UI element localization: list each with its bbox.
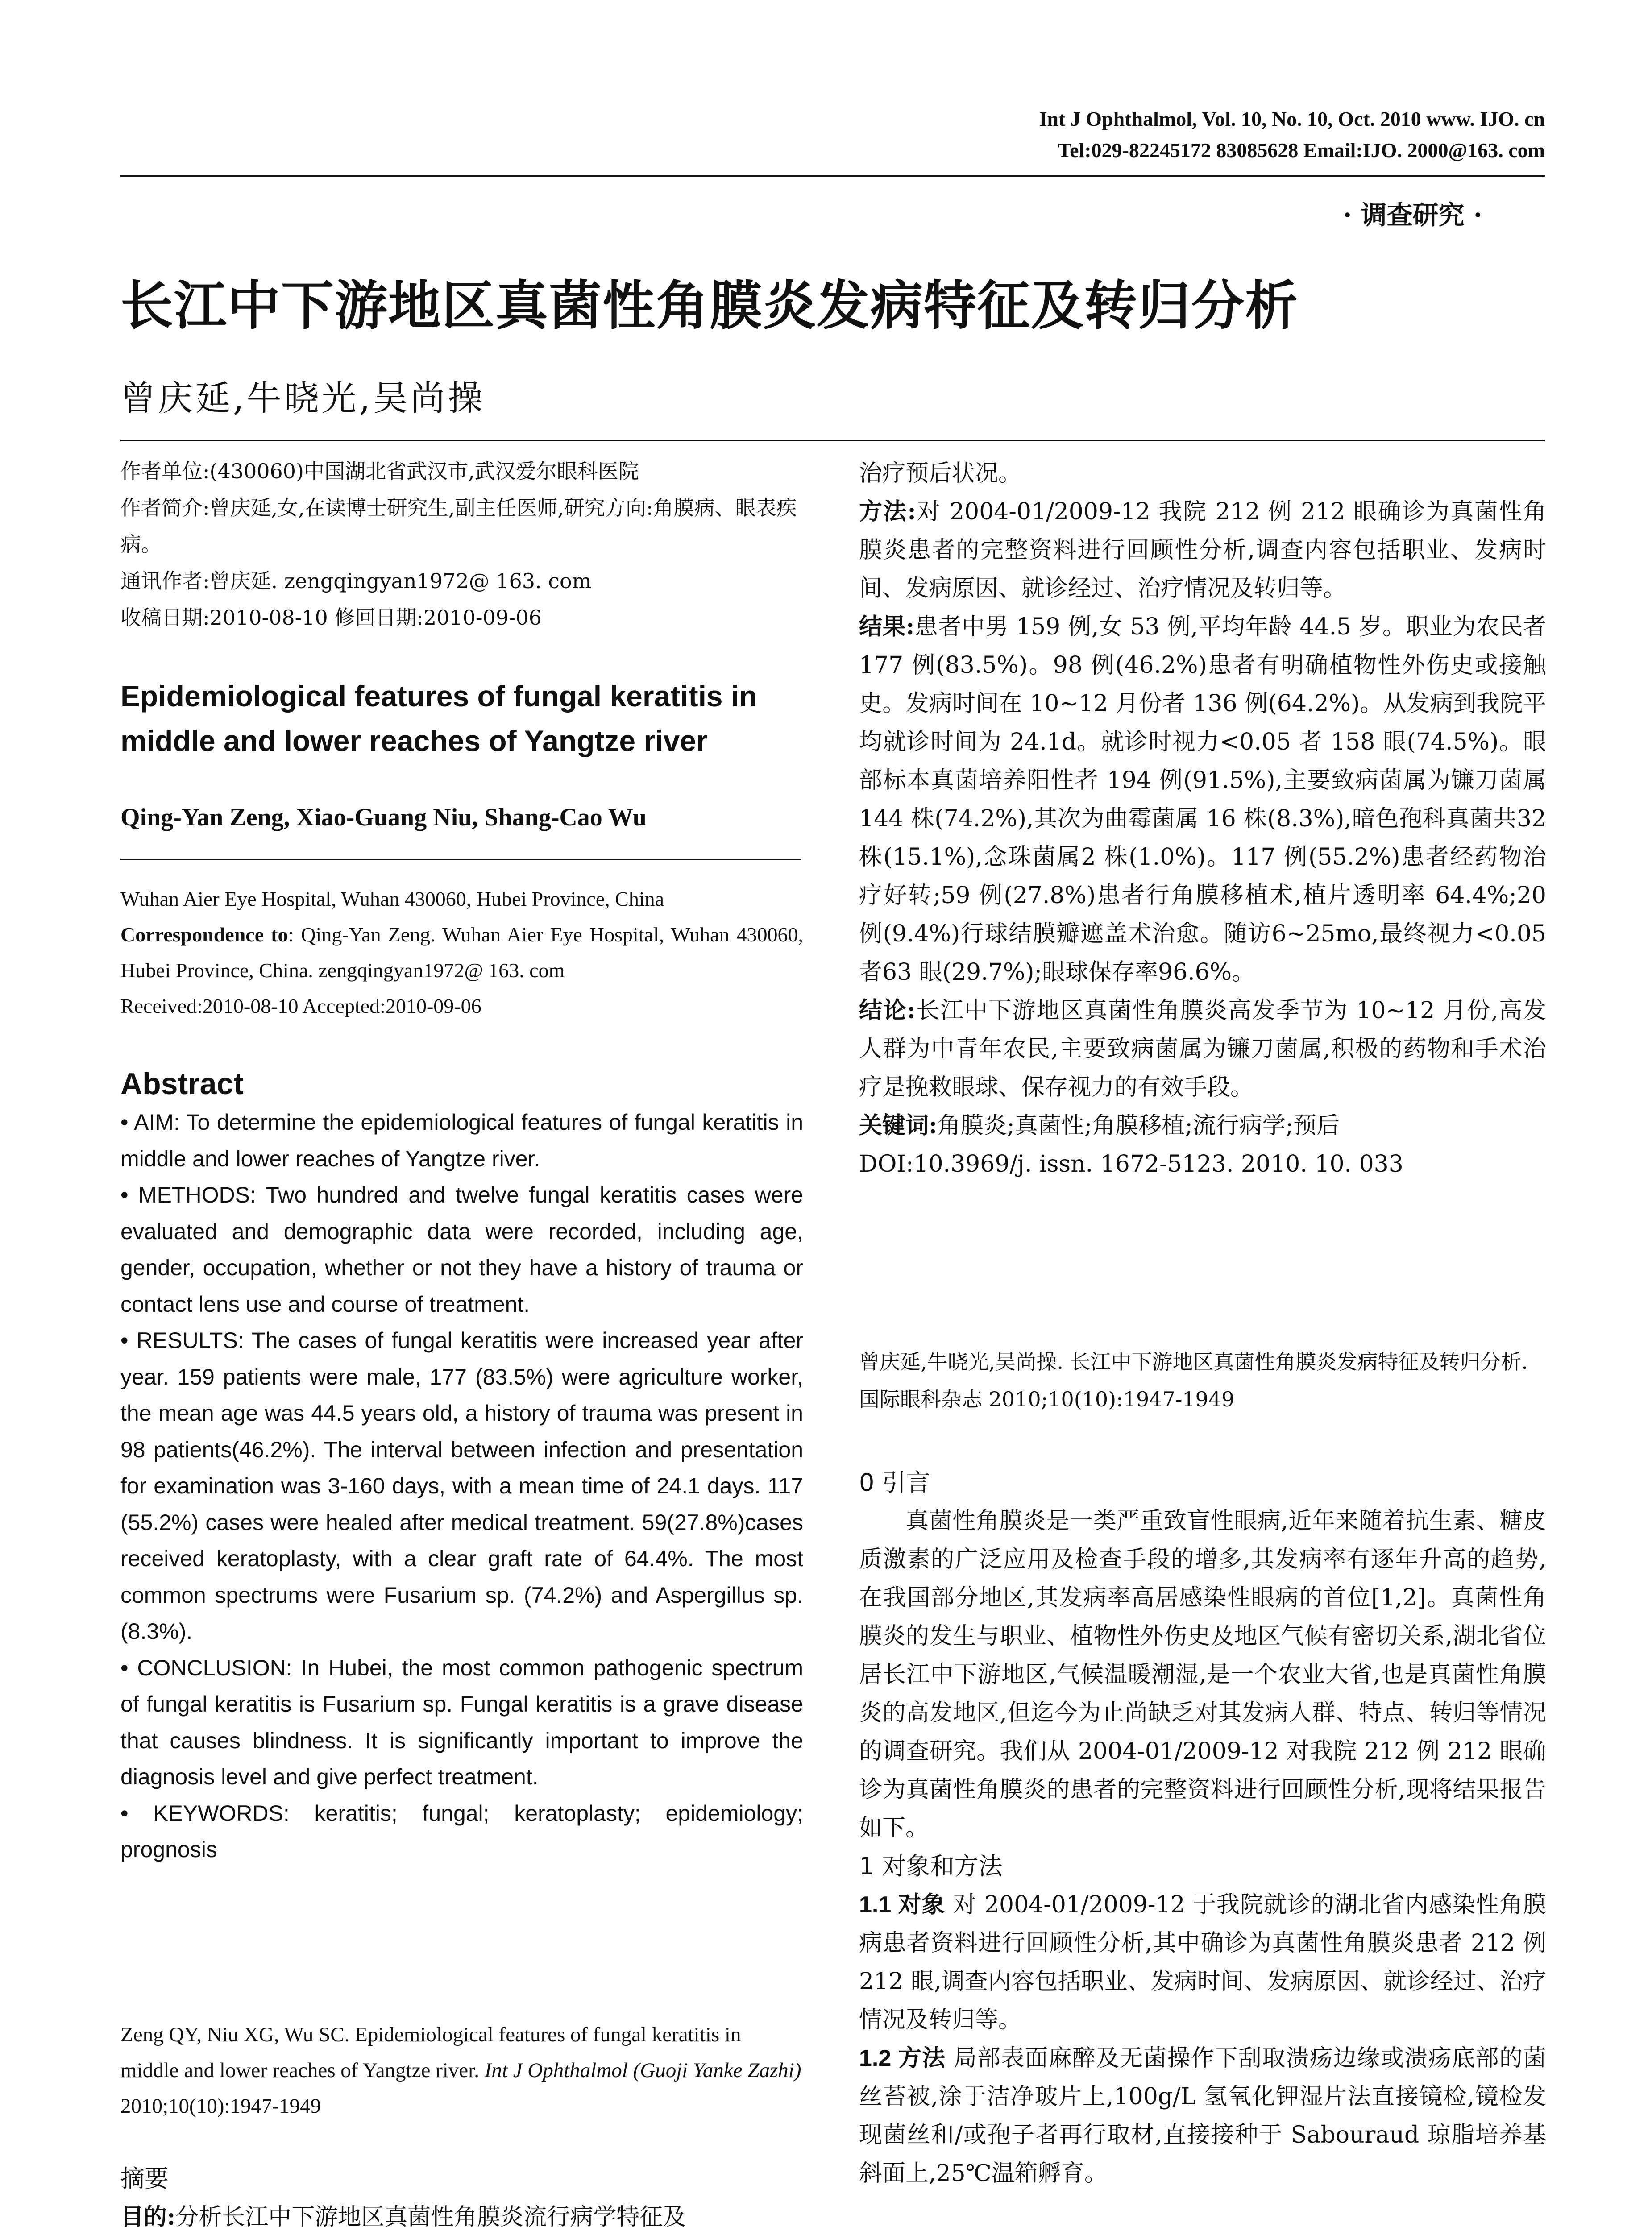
subjects-text: 对 2004-01/2009-12 于我院就诊的湖北省内感染性角膜病患者资料进行回顾性分析,其中确诊为真菌性角膜炎患者 212 例 212 眼,调查内容包括职业、发病时间、发病原因、就诊经过、治疗情况及转归等。 bbox=[859, 1891, 1546, 2033]
abstract-methods: • METHODS: Two hundred and twelve fungal keratitis cases were evaluated and demographic data were recorded, including age, gender, occupation, whether or not they have a history of trauma or contact lens use and course of treatment. bbox=[120, 1182, 803, 1317]
abstract-heading: Abstract bbox=[120, 1067, 244, 1101]
authors-rule bbox=[120, 859, 801, 860]
zhaiyao-aim-end: 治疗预后状况。 bbox=[859, 460, 1022, 487]
received-dates-en: Received:2010-08-10 Accepted:2010-09-06 bbox=[120, 995, 481, 1017]
zhaiyao-conclusion bbox=[859, 991, 1546, 1107]
citation-cn: 曾庆延,牛晓光,吴尚操. 长江中下游地区真菌性角膜炎发病特征及转归分析. 国际眼科杂志 2010;10(10):1947-1949 bbox=[859, 1350, 1528, 1411]
zhaiyao-methods-label: 方法: bbox=[859, 498, 916, 525]
method-label: 1.2 方法 bbox=[859, 2045, 946, 2071]
method-paragraph bbox=[859, 2039, 1546, 2193]
zhaiyao-conclusion-label: 结论: bbox=[859, 997, 916, 1024]
authors-cn: 曾庆延,牛晓光,吴尚操 bbox=[120, 378, 486, 419]
abstract-aim: • AIM: To determine the epidemiological features of fungal keratitis in middle and lower reaches of Yangtze river. bbox=[120, 1110, 803, 1171]
received-dates-cn: 收稿日期:2010-08-10 修回日期:2010-09-06 bbox=[120, 605, 542, 630]
zhaiyao-results-text: 患者中男 159 例,女 53 例,平均年龄 44.5 岁。职业为农民者 177 例(83.5%)。98 例(46.2%)患者有明确植物性外伤史或接触史。发病时间在 10~12 月份者 136 例(64.2%)。从发病到我院平均就诊时间为 24.1d。就诊时视力<0.05 者 158 眼(74.5%)。眼部标本真菌培养阳性者 194 例(91.5%),主要致病菌属为镰刀菌属 144 株(74.2%),其次为曲霉菌属 16 株(8.3%),暗色孢科真菌共32 株(15.1%),念珠菌属2 株(1.0%)。117 例(55.2%)患者经药物治疗好转;59 例(27.8%)患者行角膜移植术,植片透明率 64.4%;20 例(9.4%)行球结膜瓣遮盖术治愈。随访6~25mo,最终视力<0.05 者63 眼(29.7%);眼球保存率96.6%。 bbox=[859, 614, 1547, 986]
correspondence-label: Correspondence to bbox=[120, 923, 288, 946]
zhaiyao-aim-start bbox=[120, 2198, 803, 2231]
abstract-keywords: • KEYWORDS: keratitis; fungal; keratoplasty; epidemiology; prognosis bbox=[120, 1800, 803, 1862]
subjects-paragraph bbox=[859, 1886, 1546, 2039]
abstract-body bbox=[120, 1104, 803, 1868]
zhaiyao-continued bbox=[859, 454, 1546, 1183]
intro-paragraph: 真菌性角膜炎是一类严重致盲性眼病,近年来随着抗生素、糖皮质激素的广泛应用及检查手段的增多,其发病率有逐年升高的趋势,在我国部分地区,其发病率高居感染性眼病的首位[1,2]。真菌性角膜炎的发生与职业、植物性外伤史及地区气候有密切关系,湖北省位居长江中下游地区,气候温暖潮湿,是一个农业大省,也是真菌性角膜炎的高发地区,但迄今为止尚缺乏对其发病人群、特点、转归等情况的调查研究。我们从 2004-01/2009-12 对我院 212 例 212 眼确诊为真菌性角膜炎的患者的完整资料进行回顾性分析,现将结果报告如下。 bbox=[859, 1508, 1546, 1841]
zhaiyao-methods bbox=[859, 493, 1546, 608]
citation-en-authors-title: Zeng QY, Niu XG, Wu SC. Epidemiological features of fungal keratitis in middle and lower reaches of Yangtze river. bbox=[120, 2023, 741, 2082]
author-unit: 作者单位:(430060)中国湖北省武汉市,武汉爱尔眼科医院 bbox=[120, 459, 639, 483]
zhaiyao-keywords bbox=[859, 1107, 1546, 1145]
zhaiyao-aim-text: 分析长江中下游地区真菌性角膜炎流行病学特征及 bbox=[175, 2204, 686, 2231]
journal-header-line1: Int J Ophthalmol, Vol. 10, No. 10, Oct. 2010 www. IJO. cn bbox=[1039, 108, 1545, 130]
correspondence-text: : Qing-Yan Zeng. Wuhan Aier Eye Hospital, Wuhan 430060, Hubei Province, China. zengqingyan1972@ 163. com bbox=[120, 923, 803, 982]
zhaiyao-methods-text: 对 2004-01/2009-12 我院 212 例 212 眼确诊为真菌性角膜炎患者的完整资料进行回顾性分析,调查内容包括职业、发病时间、发病原因、就诊经过、治疗情况及转归等。 bbox=[859, 498, 1546, 602]
citation-en-journal: Int J Ophthalmol (Guoji Yanke Zazhi) bbox=[484, 2059, 801, 2082]
doi: DOI:10.3969/j. issn. 1672-5123. 2010. 10. 033 bbox=[859, 1151, 1403, 1178]
affiliation-block bbox=[120, 881, 803, 1024]
method-text: 局部表面麻醉及无菌操作下刮取溃疡边缘或溃疡底部的菌丝苔被,涂于洁净玻片上,100g/L 氢氧化钾湿片法直接镜检,镜检发现菌丝和/或孢子者再行取材,直接接种于 Sabouraud 琼脂培养基斜面上,25℃温箱孵育。 bbox=[859, 2045, 1546, 2187]
citation-en-volume: 2010;10(10):1947-1949 bbox=[120, 2094, 321, 2118]
abstract-conclusion: • CONCLUSION: In Hubei, the most common pathogenic spectrum of fungal keratitis is Fusarium sp. Fungal keratitis is a grave disease that causes blindness. It is significantly important to improve the diagnosis level and give perfect treatment. bbox=[120, 1655, 803, 1789]
methods-heading: 1 对象和方法 bbox=[859, 1852, 1003, 1880]
authors-en: Qing-Yan Zeng, Xiao-Guang Niu, Shang-Cao Wu bbox=[120, 804, 647, 831]
zhaiyao-conclusion-text: 长江中下游地区真菌性角膜炎高发季节为 10~12 月份,高发人群为中青年农民,主要致病菌属为镰刀菌属,积极的药物和手术治疗是挽救眼球、保存视力的有效手段。 bbox=[859, 997, 1546, 1101]
zhaiyao-block bbox=[120, 2160, 803, 2231]
section-tag: · 调查研究 · bbox=[1343, 200, 1482, 230]
zhaiyao-heading: 摘要 bbox=[120, 2165, 169, 2193]
abstract-results: • RESULTS: The cases of fungal keratitis were increased year after year. 159 patients were male, 177 (83.5%) were agriculture worker, the mean age was 44.5 years old, a history of trauma was present in 98 patients(46.2%). The interval between infection and presentation for examination was 3-160 days, with a mean time of 24.1 days. 117 (55.2%) cases were healed after medical treatment. 59(27.8%)cases received keratoplasty, with a clear graft rate of 64.4%. The most common spectrums were Fusarium sp. (74.2%) and Aspergillus sp. (8.3%). bbox=[120, 1328, 803, 1644]
header-rule bbox=[120, 175, 1545, 177]
article-title-cn: 长江中下游地区真菌性角膜炎发病特征及转归分析 bbox=[120, 275, 1299, 336]
author-info-block bbox=[120, 453, 803, 636]
corresponding-author: 通讯作者:曾庆延. zengqingyan1972@ 163. com bbox=[120, 569, 592, 593]
journal-header-line2: Tel:029-82245172 83085628 Email:IJO. 2000@163. com bbox=[1058, 139, 1545, 162]
zhaiyao-results bbox=[859, 608, 1546, 991]
article-title-en: Epidemiological features of fungal keratitis in middle and lower reaches of Yangtze river bbox=[120, 680, 757, 757]
zhaiyao-keywords-label: 关键词: bbox=[859, 1112, 938, 1139]
journal-header bbox=[1039, 104, 1545, 166]
body-text bbox=[859, 1464, 1546, 2193]
correspondence-en bbox=[120, 917, 803, 988]
zhaiyao-keywords-text: 角膜炎;真菌性;角膜移植;流行病学;预后 bbox=[937, 1112, 1340, 1139]
zhaiyao-results-label: 结果: bbox=[859, 613, 915, 640]
affiliation-en: Wuhan Aier Eye Hospital, Wuhan 430060, Hubei Province, China bbox=[120, 887, 664, 910]
intro-heading: 0 引言 bbox=[859, 1468, 930, 1497]
citation-en bbox=[120, 2017, 803, 2124]
zhaiyao-aim-label: 目的: bbox=[120, 2203, 176, 2231]
author-bio: 作者简介:曾庆延,女,在读博士研究生,副主任医师,研究方向:角膜病、眼表疾病。 bbox=[120, 496, 797, 556]
subjects-label: 1.1 对象 bbox=[859, 1892, 946, 1918]
title-rule bbox=[120, 440, 1545, 441]
